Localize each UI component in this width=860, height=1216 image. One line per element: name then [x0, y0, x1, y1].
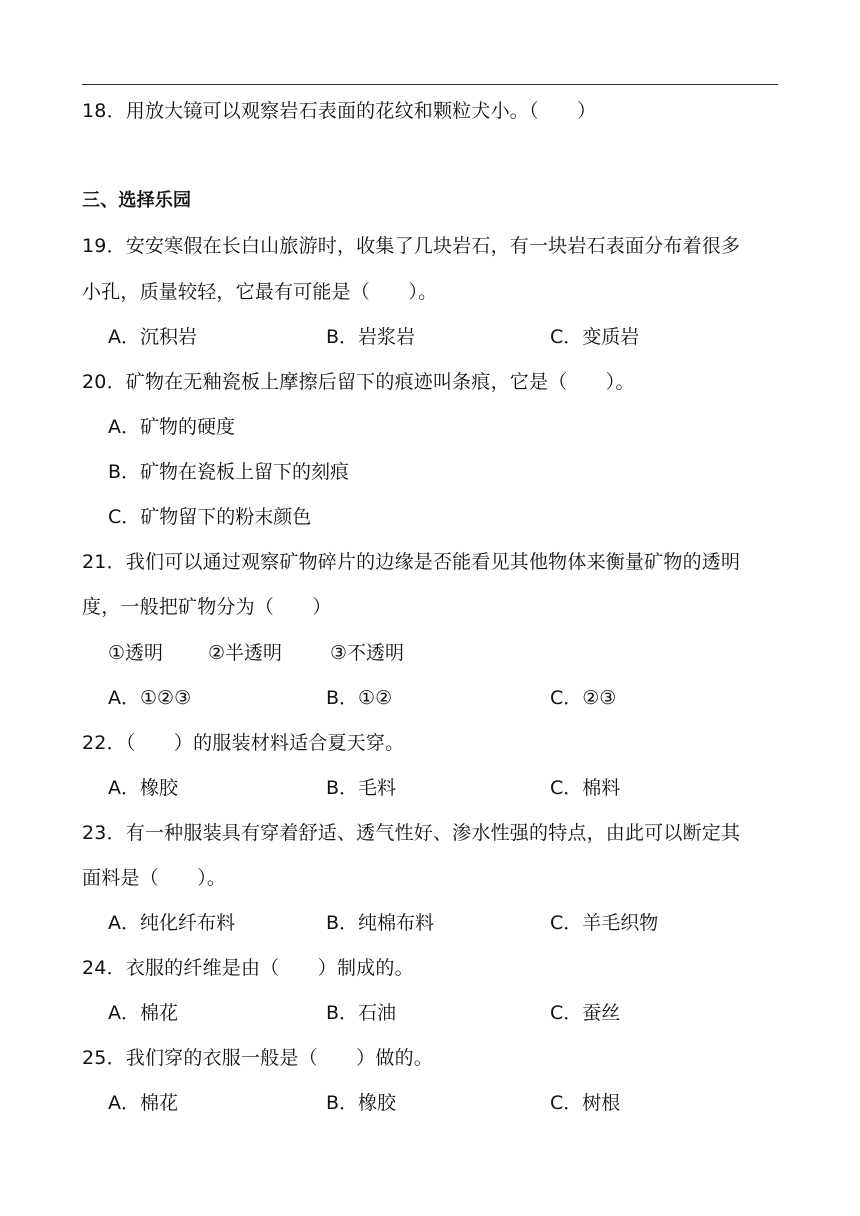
q24-option-a[interactable]: A．棉花: [108, 1002, 178, 1024]
q22-option-b[interactable]: B．毛料: [326, 777, 397, 799]
q21-item-2: ②半透明: [208, 642, 283, 664]
q25-option-b[interactable]: B．橡胶: [326, 1092, 397, 1114]
q21-option-b[interactable]: B．①②: [326, 687, 393, 709]
q23-option-b[interactable]: B．纯棉布料: [326, 912, 435, 934]
q23-option-c[interactable]: C．羊毛织物: [550, 912, 659, 934]
q20-option-c[interactable]: C．矿物留下的粉末颜色: [108, 506, 312, 528]
q22-option-c[interactable]: C．棉料: [550, 777, 621, 799]
top-divider: [82, 84, 778, 85]
q21-item-1: ①透明: [108, 642, 164, 664]
section-heading: 三、选择乐园: [82, 190, 192, 211]
q23-option-a[interactable]: A．纯化纤布料: [108, 912, 235, 934]
question-25: 25．我们穿的衣服一般是（ ）做的。: [82, 1047, 433, 1069]
question-19-line1: 19．安安寒假在长白山旅游时，收集了几块岩石，有一块岩石表面分布着很多: [82, 235, 741, 257]
question-23-line2: 面料是（ ）。: [82, 867, 227, 889]
question-23-line1: 23．有一种服装具有穿着舒适、透气性好、渗水性强的特点，由此可以断定其: [82, 822, 741, 844]
question-21-line1: 21．我们可以通过观察矿物碎片的边缘是否能看见其他物体来衡量矿物的透明: [82, 551, 741, 573]
q19-option-b[interactable]: B．岩浆岩: [326, 326, 416, 348]
q19-option-a[interactable]: A．沉积岩: [108, 326, 197, 348]
q20-option-b[interactable]: B．矿物在瓷板上留下的刻痕: [108, 461, 350, 483]
question-21-line2: 度，一般把矿物分为（ ）: [82, 596, 332, 618]
question-20: 20．矿物在无釉瓷板上摩擦后留下的痕迹叫条痕，它是（ ）。: [82, 371, 635, 393]
question-24: 24．衣服的纤维是由（ ）制成的。: [82, 957, 414, 979]
q24-option-c[interactable]: C．蚕丝: [550, 1002, 621, 1024]
q19-option-c[interactable]: C．变质岩: [550, 326, 640, 348]
question-19-line2: 小孔，质量较轻，它最有可能是（ ）。: [82, 281, 438, 303]
q20-option-a[interactable]: A．矿物的硬度: [108, 416, 235, 438]
question-22: 22．（ ）的服装材料适合夏天穿。: [82, 732, 405, 754]
question-18: 18．用放大镜可以观察岩石表面的花纹和颗粒犬小。（ ）: [82, 100, 597, 122]
q24-option-b[interactable]: B．石油: [326, 1002, 397, 1024]
q22-option-a[interactable]: A．橡胶: [108, 777, 178, 799]
q21-option-a[interactable]: A．①②③: [108, 687, 192, 709]
q21-item-3: ③不透明: [330, 642, 405, 664]
q25-option-c[interactable]: C．树根: [550, 1092, 621, 1114]
q21-option-c[interactable]: C．②③: [550, 687, 617, 709]
q25-option-a[interactable]: A．棉花: [108, 1092, 178, 1114]
